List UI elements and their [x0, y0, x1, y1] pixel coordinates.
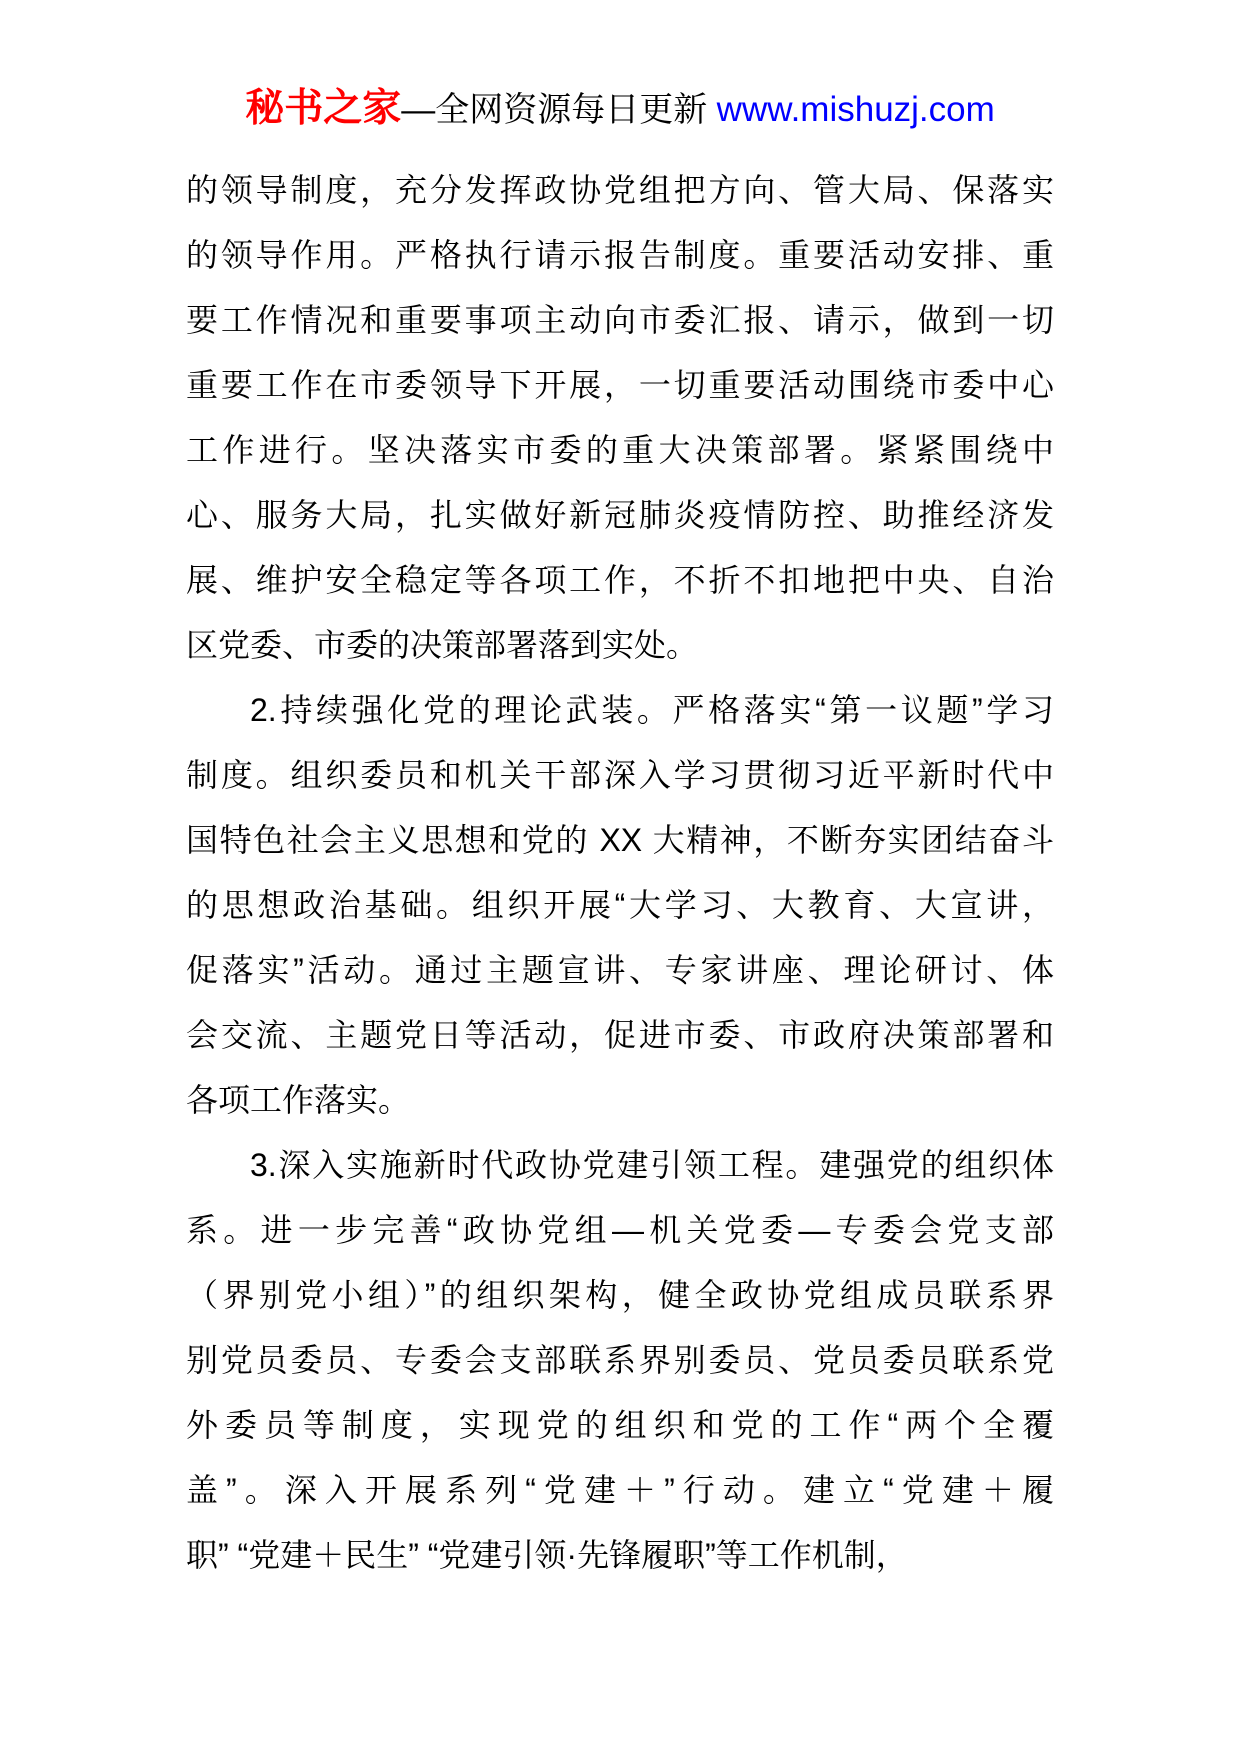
text-line: 制度。组织委员和机关干部深入学习贯彻习近平新时代中 — [186, 757, 1054, 793]
text-line: 3.深入实施新时代政协党建引领工程。建强党的组织体 — [250, 1147, 1054, 1183]
text-line: 系。进一步完善“政协党组—机关党委—专委会党支部 — [186, 1212, 1054, 1248]
text-line: 2.持续强化党的理论武装。严格落实“第一议题”学习 — [250, 692, 1054, 728]
site-tagline: —全网资源每日更新 — [401, 91, 717, 129]
site-header — [0, 84, 1240, 142]
text-line: （界别党小组）”的组织架构，健全政协党组成员联系界 — [186, 1277, 1054, 1313]
text-line: 要工作情况和重要事项主动向市委汇报、请示，做到一切 — [186, 302, 1054, 338]
text-line: 职” “党建＋民生” “党建引领·先锋履职”等工作机制， — [186, 1537, 908, 1573]
text-line: 的思想政治基础。组织开展“大学习、大教育、大宣讲， — [186, 887, 1054, 923]
site-brand: 秘书之家 — [245, 87, 402, 130]
text-line: 展、维护安全稳定等各项工作，不折不扣地把中央、自治 — [186, 562, 1054, 598]
text-line: 区党委、市委的决策部署落到实处。 — [186, 627, 699, 663]
text-line: 别党员委员、专委会支部联系界别委员、党员委员联系党 — [186, 1342, 1054, 1378]
text-line: 工作进行。坚决落实市委的重大决策部署。紧紧围绕中 — [186, 432, 1054, 468]
text-line: 促落实”活动。通过主题宣讲、专家讲座、理论研讨、体 — [186, 952, 1054, 988]
text-line: 盖”。深入开展系列“党建＋”行动。建立“党建＋履 — [186, 1472, 1054, 1508]
text-line: 会交流、主题党日等活动，促进市委、市政府决策部署和 — [186, 1017, 1054, 1053]
text-line: 国特色社会主义思想和党的 XX 大精神，不断夯实团结奋斗 — [186, 822, 1054, 858]
text-line: 的领导作用。严格执行请示报告制度。重要活动安排、重 — [186, 237, 1054, 273]
document-body — [186, 158, 1054, 1588]
text-line: 重要工作在市委领导下开展，一切重要活动围绕市委中心 — [186, 367, 1054, 403]
text-line: 各项工作落实。 — [186, 1082, 411, 1118]
site-url-link[interactable]: www.mishuzj.com — [716, 90, 995, 129]
text-line: 的领导制度，充分发挥政协党组把方向、管大局、保落实 — [186, 172, 1054, 208]
text-line: 心、服务大局，扎实做好新冠肺炎疫情防控、助推经济发 — [186, 497, 1054, 533]
text-line: 外委员等制度，实现党的组织和党的工作“两个全覆 — [186, 1407, 1054, 1443]
